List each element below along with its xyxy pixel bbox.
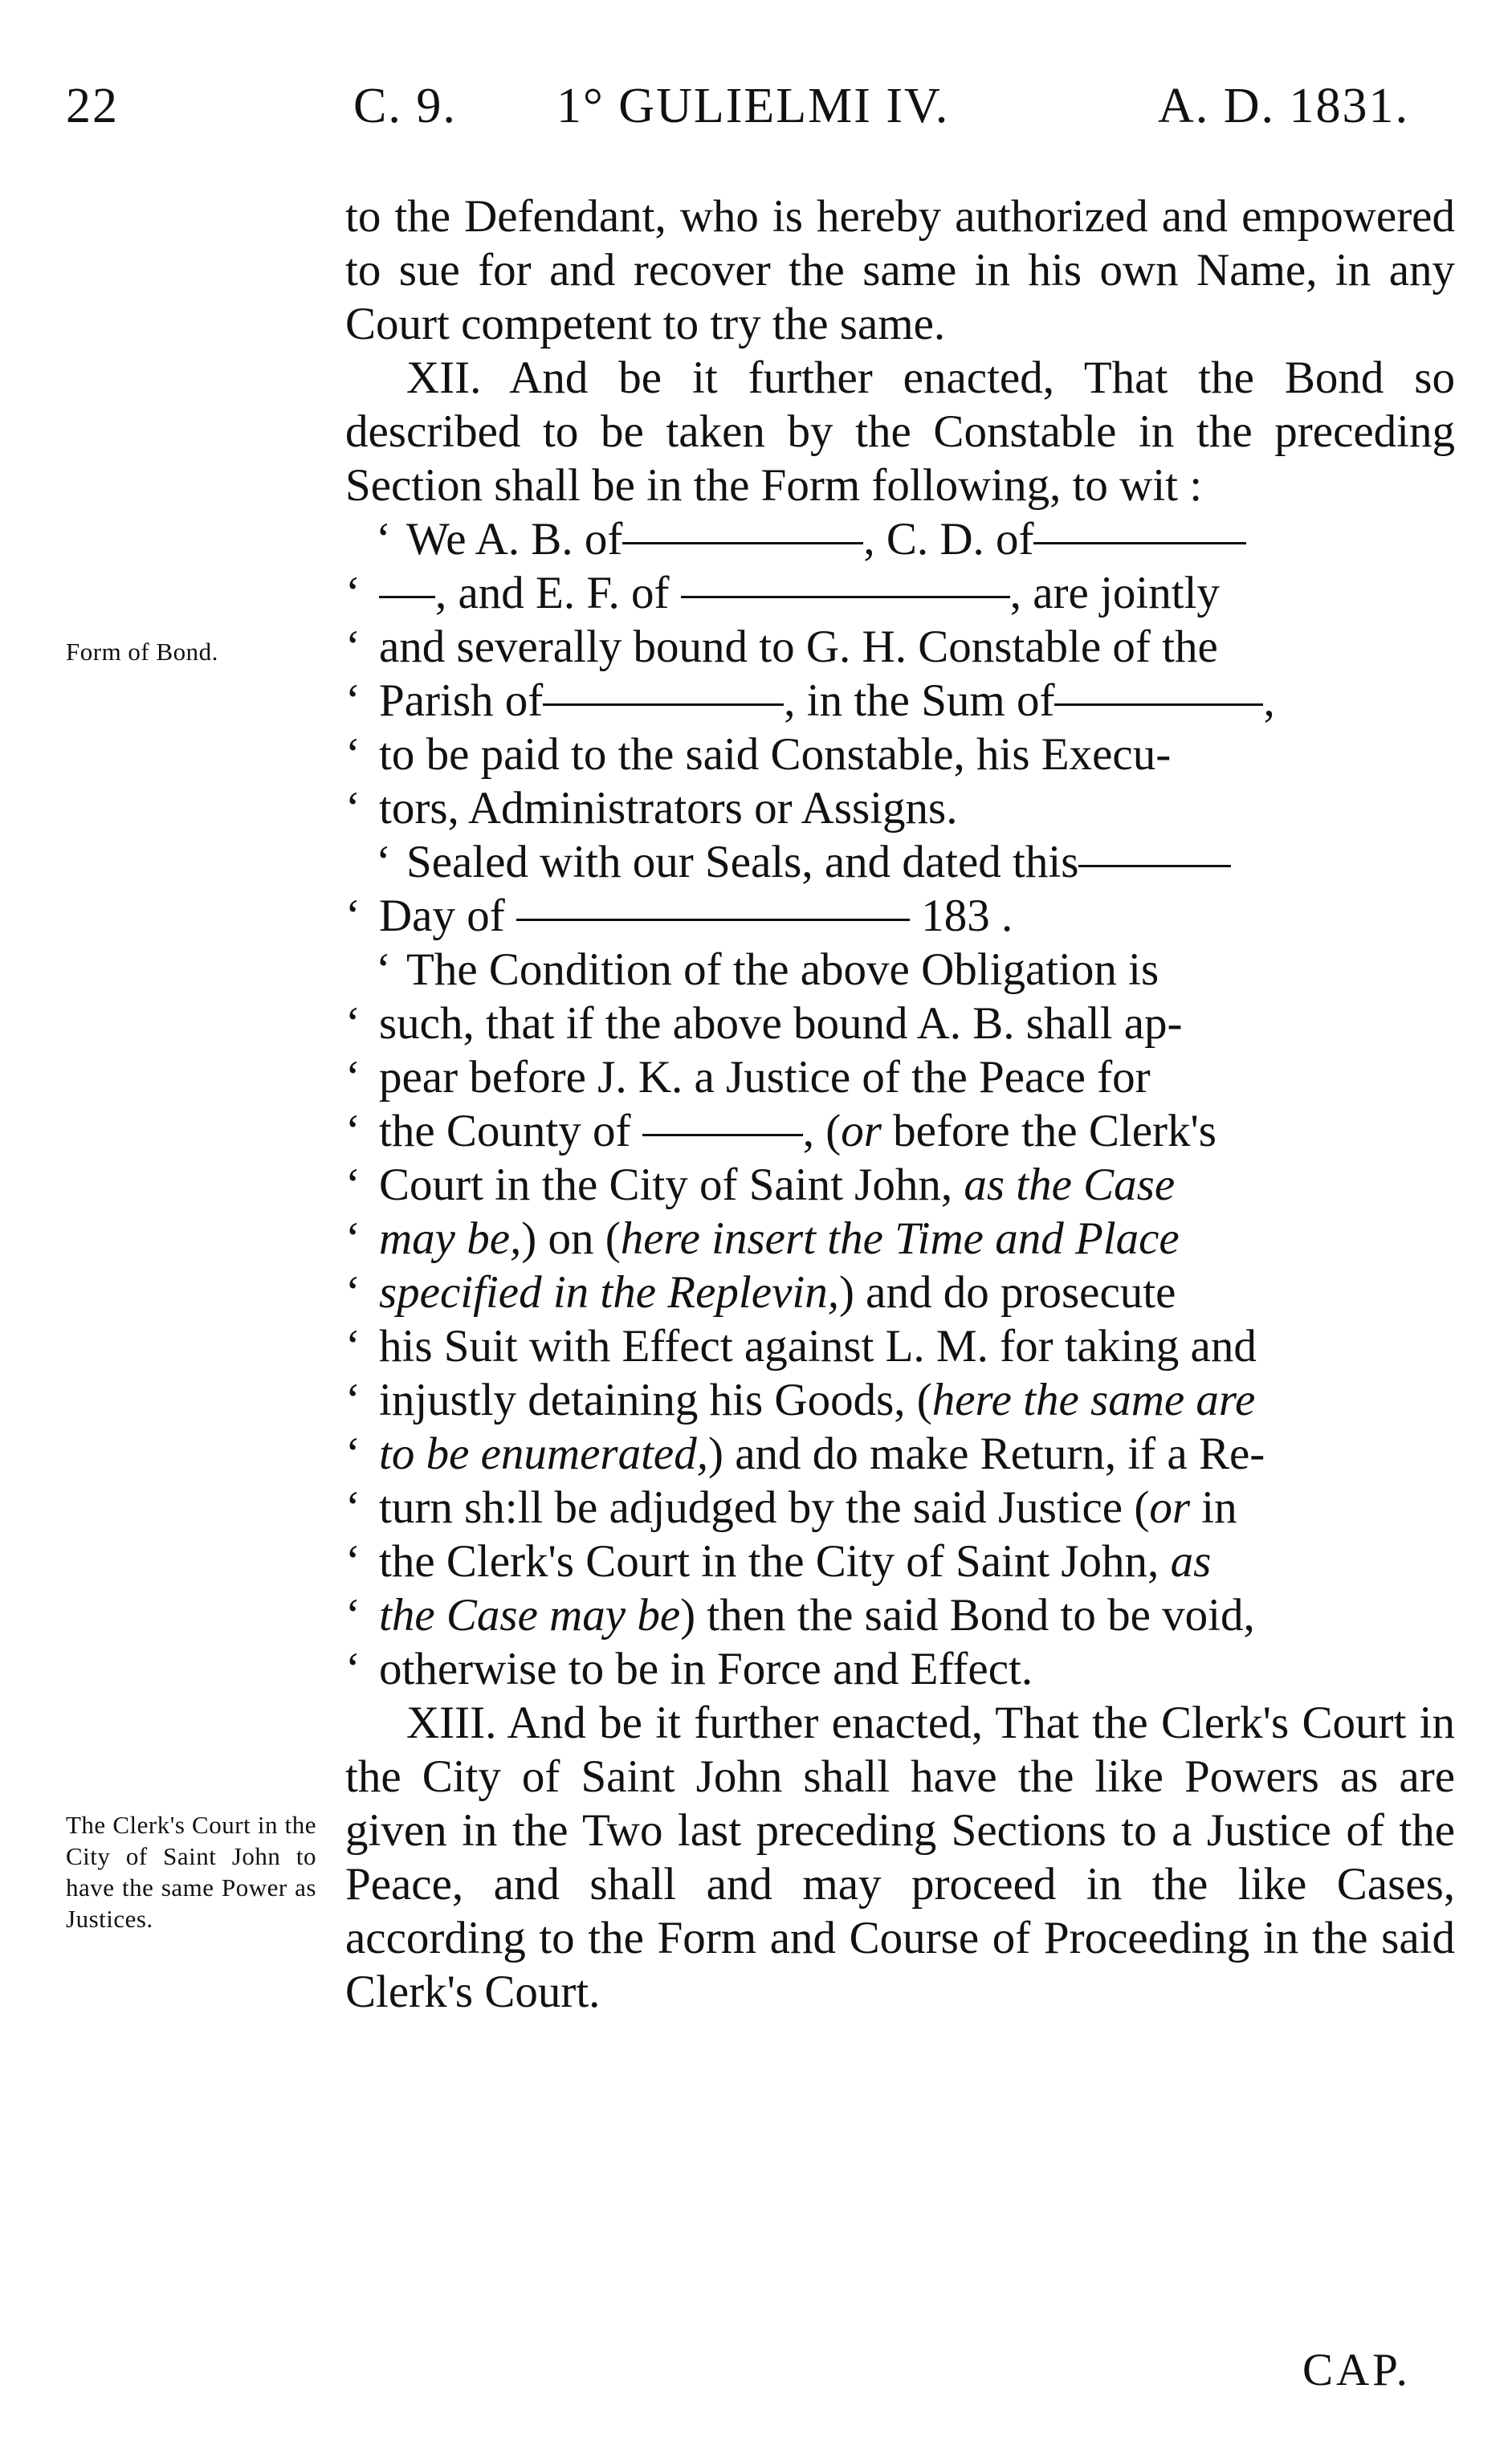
condition-text: before the Clerk's [881,1106,1217,1156]
condition-line [345,1266,1455,1319]
condition-text: pear before J. K. a Justice of the Peace for [379,1052,1151,1103]
opening-quote-mark: ‘ [345,1429,361,1479]
opening-quote-mark: ‘ [345,1106,361,1156]
condition-italic-text: as the Case [964,1160,1176,1210]
opening-quote-mark: ‘ [345,891,361,941]
condition-italic-text: specified in the Replevin, [379,1267,839,1318]
opening-quote-mark: ‘ [345,1375,361,1425]
bond-text: 183 . [921,891,1013,941]
margin-note-clerks-court: The Clerk's Court in the City of Saint John to have the same Power as Justices. [66,1811,316,1933]
condition-italic-text: as [1170,1536,1212,1587]
act-year: A. D. 1831. [1158,79,1410,133]
condition-line [345,1588,1455,1642]
bond-form-line [345,566,1455,620]
bond-text: We A. B. of [406,514,623,565]
opening-quote-mark: ‘ [376,514,391,565]
blank-line [1054,703,1263,706]
opening-quote-mark: ‘ [345,1213,361,1264]
blank-line [622,542,863,544]
section-xii: XII. And be it further enacted, That the Bond so described to be taken by the Constable in the preceding Section shall be in the Form following, to wit : [345,353,1455,511]
condition-text: Court in the City of Saint John, [379,1160,964,1210]
blank-line [543,703,784,706]
condition-line [345,1050,1455,1104]
opening-quote-mark: ‘ [345,998,361,1049]
condition-italic-text: the Case may be [379,1590,681,1641]
bond-form-line [345,620,1455,674]
condition-text: such, that if the above bound A. B. shall ap- [379,998,1183,1049]
opening-paragraph: to the Defendant, who is hereby authorized and empowered to sue for and recover the same in his own Name, in any Court competent to try the same. [345,191,1455,349]
condition-italic-text: here the same are [931,1375,1256,1425]
condition-line [345,1642,1455,1696]
condition-line [345,997,1455,1050]
bond-text: tors, Administrators or Assigns. [379,783,958,834]
bond-text: , [1263,675,1275,726]
condition-text: ) on ( [521,1213,621,1264]
bond-form-line [345,889,1455,943]
condition-text: injustly detaining his Goods, ( [379,1375,932,1425]
opening-quote-mark: ‘ [345,1052,361,1103]
bond-form-line [345,512,1455,566]
condition-text: ) then the said Bond to be void, [680,1590,1255,1641]
condition-italic-text: here insert the Time and Place [620,1213,1180,1264]
bond-text: to be paid to the said Constable, his Execu- [379,729,1172,780]
condition-italic-text: may be, [379,1213,522,1264]
condition-line [345,1158,1455,1212]
bond-form-line [345,674,1455,728]
blank-line [642,1134,803,1136]
opening-quote-mark: ‘ [345,1321,361,1372]
condition-line [345,1104,1455,1158]
margin-note-form-of-bond: Form of Bond. [66,638,218,666]
bond-text: , are jointly [1009,568,1220,618]
condition-line [345,1212,1455,1266]
condition-line [345,1535,1455,1588]
condition-text: otherwise to be in Force and Effect. [379,1644,1033,1694]
opening-quote-mark: ‘ [345,1644,361,1694]
statute-text [345,190,1455,2019]
section-xiii: XIII. And be it further enacted, That the Clerk's Court in the City of Saint John shall have the like Powers as are given in the Two last preceding Sections to a Justice of the Peace, and shall and may proceed in the like Cases, according to the Form and Course of Proceeding in the said Clerk's Court. [345,1698,1455,2017]
condition-text: in [1190,1482,1237,1533]
bond-text: , in the Sum of [784,675,1055,726]
bond-text: , and E. F. of [435,568,670,618]
opening-quote-mark: ‘ [345,729,361,780]
condition-text: ) and do make Return, if a Re- [707,1429,1265,1479]
opening-quote-mark: ‘ [376,944,391,995]
condition-text: , ( [802,1106,842,1156]
condition-text: ) and do prosecute [838,1267,1176,1318]
opening-quote-mark: ‘ [345,1590,361,1641]
blank-line [1078,865,1231,867]
opening-quote-mark: ‘ [345,1536,361,1587]
bond-text: Parish of [379,675,544,726]
condition-text: turn sh:ll be adjudged by the said Justice ( [379,1482,1150,1533]
bond-text: , C. D. of [863,514,1034,565]
condition-line [345,1319,1455,1373]
page-header [66,74,1471,138]
opening-quote-mark: ‘ [345,783,361,834]
chapter-number: C. 9. [353,79,457,133]
condition-line [345,1373,1455,1427]
page-number: 22 [66,79,119,133]
condition-text: the Clerk's Court in the City of Saint John, [379,1536,1171,1587]
bond-form-line [345,781,1455,835]
opening-quote-mark: ‘ [345,622,361,672]
catchword: CAP. [1302,2345,1411,2395]
opening-quote-mark: ‘ [345,1482,361,1533]
opening-quote-mark: ‘ [376,837,391,887]
opening-quote-mark: ‘ [345,675,361,726]
blank-line [1033,542,1246,544]
blank-line [681,596,1010,598]
bond-text: and severally bound to G. H. Constable of the [379,622,1218,672]
bond-text: Day of [379,891,505,941]
condition-text: the County of [379,1106,631,1156]
bond-form-line [345,728,1455,781]
bond-form-line [345,835,1455,889]
opening-quote-mark: ‘ [345,568,361,618]
condition-italic-text: or [1149,1482,1191,1533]
opening-quote-mark: ‘ [345,1267,361,1318]
blank-line [516,919,910,921]
condition-text: The Condition of the above Obligation is [406,944,1159,995]
act-title: 1° GULIELMI IV. [556,79,950,133]
condition-line [345,1481,1455,1535]
bond-text: Sealed with our Seals, and dated this [406,837,1079,887]
condition-text: his Suit with Effect against L. M. for taking and [379,1321,1257,1372]
condition-italic-text: to be enumerated, [379,1429,708,1479]
condition-line [345,943,1455,997]
condition-line [345,1427,1455,1481]
opening-quote-mark: ‘ [345,1160,361,1210]
blank-line [379,596,435,598]
condition-italic-text: or [841,1106,882,1156]
